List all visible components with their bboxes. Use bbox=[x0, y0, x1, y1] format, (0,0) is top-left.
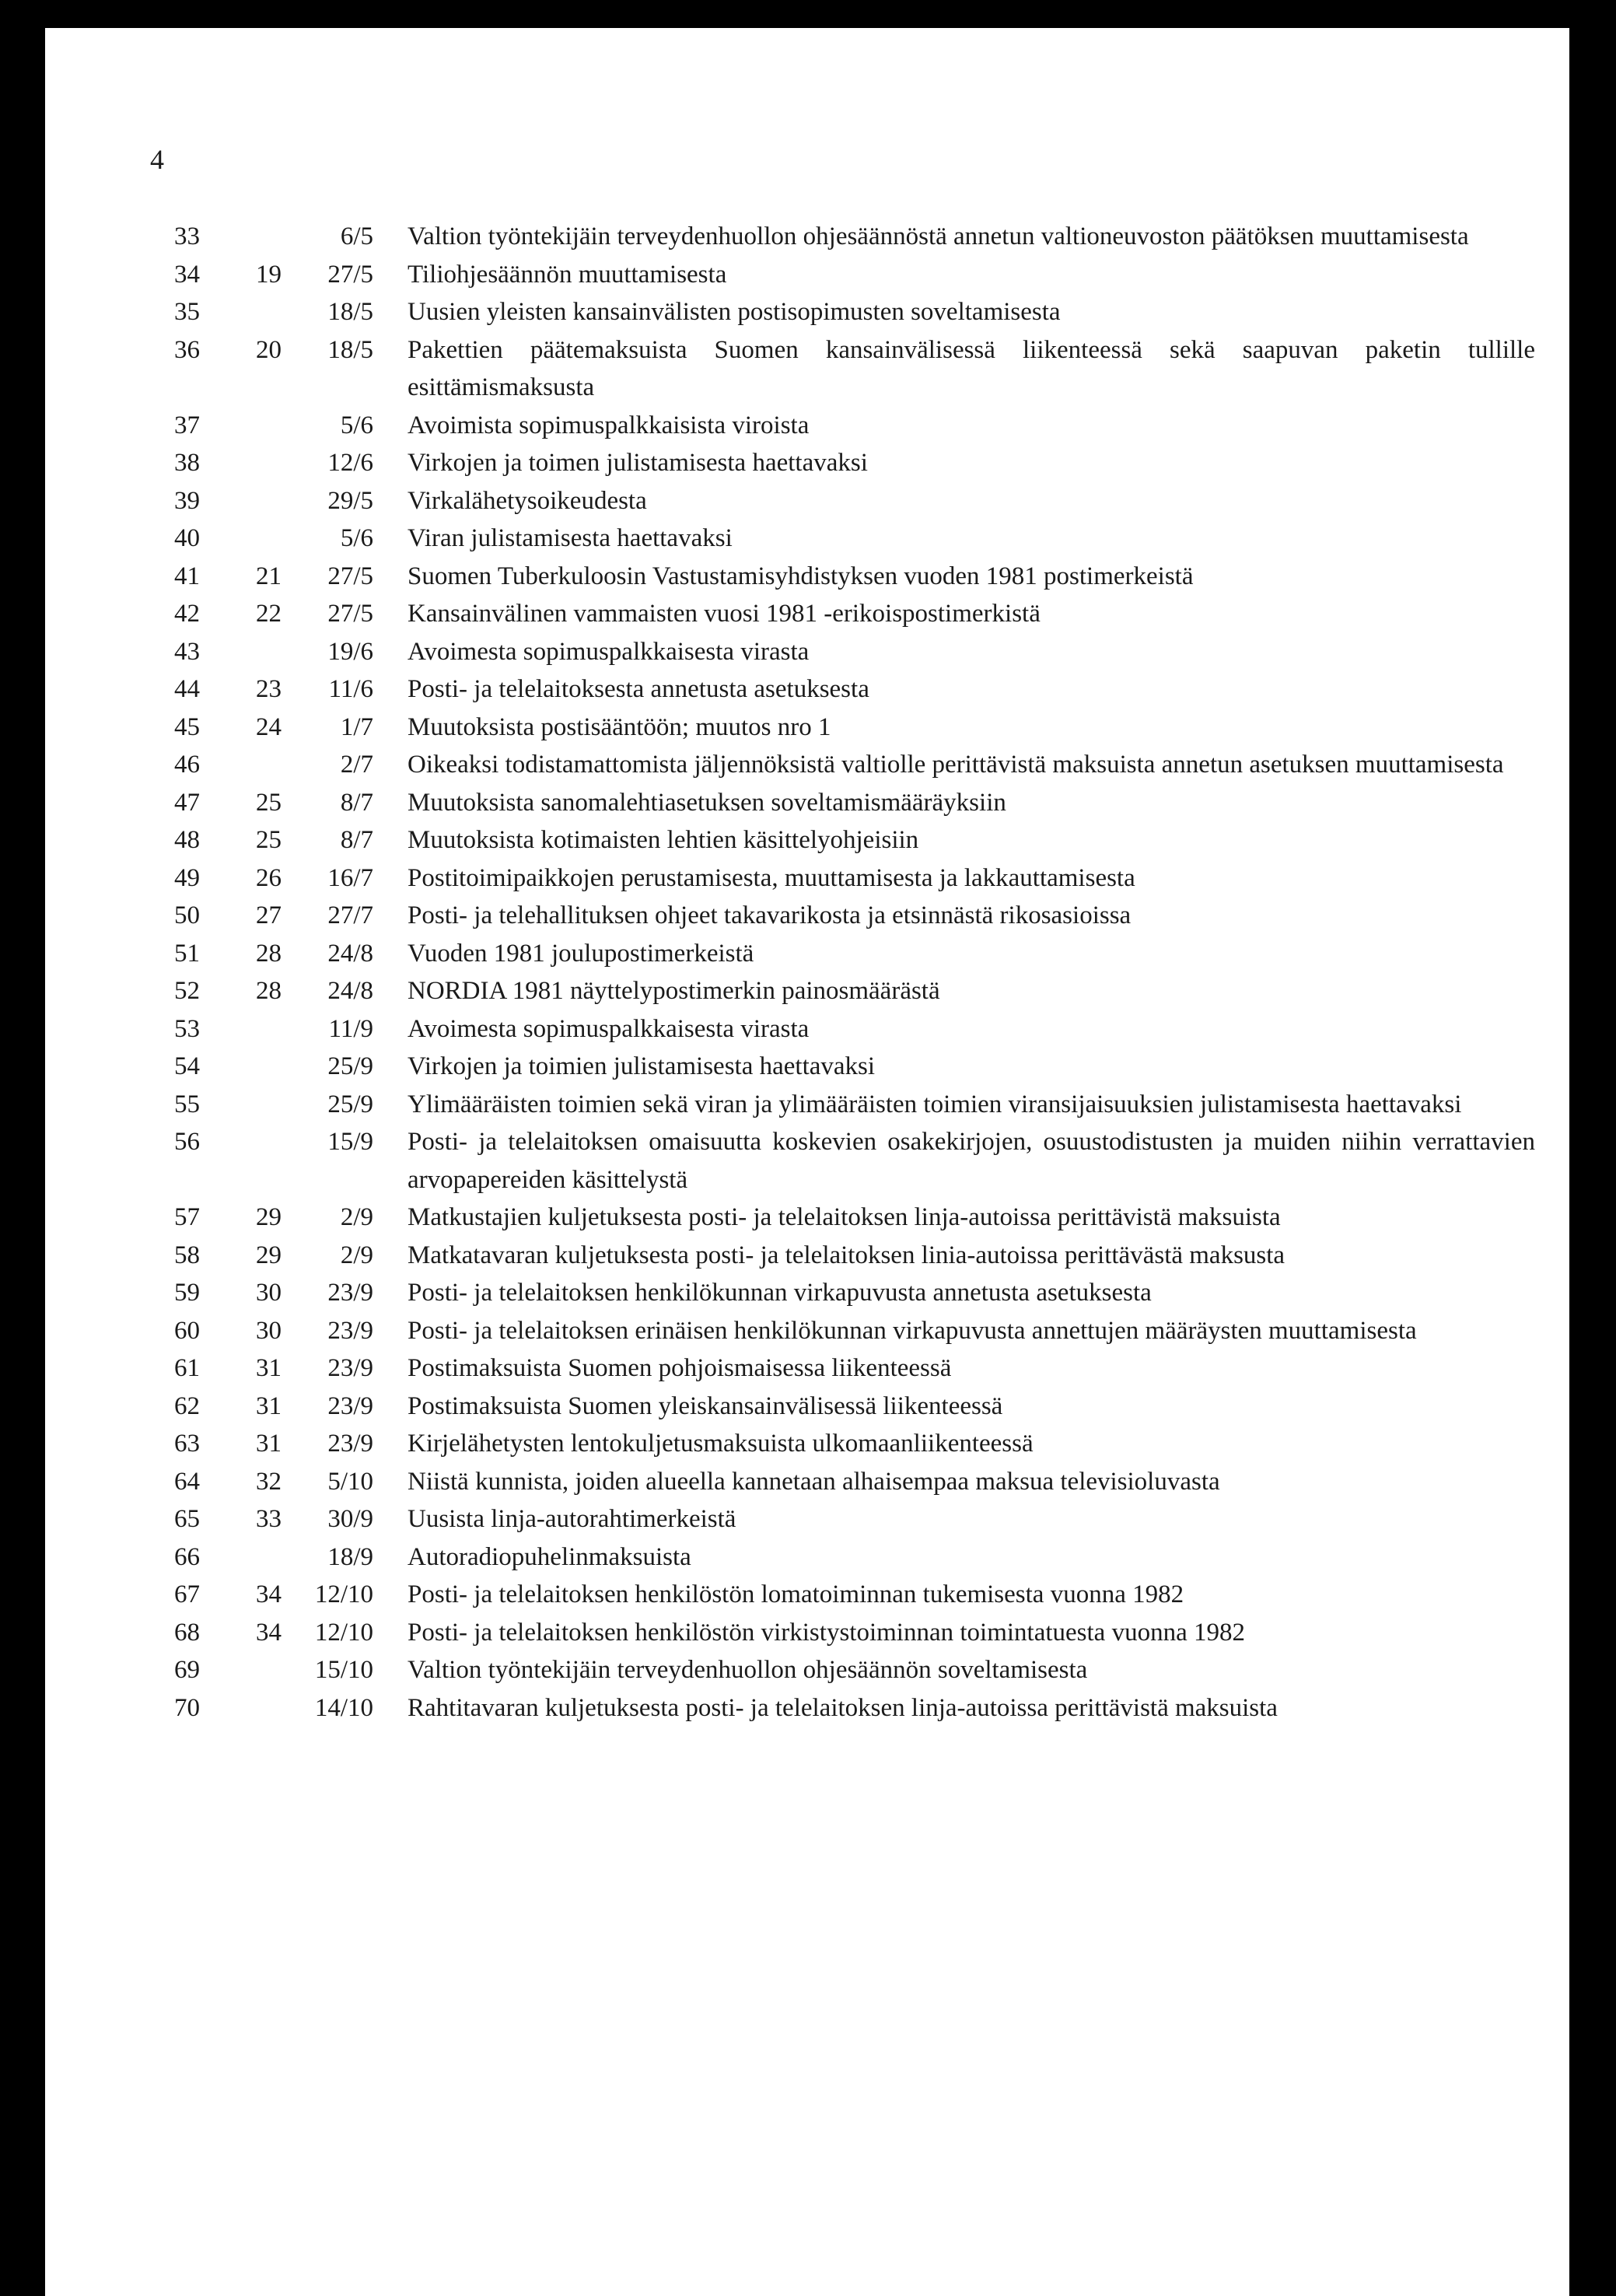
entry-date: 18/5 bbox=[327, 335, 373, 364]
entry-date: 5/10 bbox=[327, 1467, 373, 1496]
list-item bbox=[174, 256, 1558, 294]
entry-date: 8/7 bbox=[340, 788, 373, 817]
entry-reference: 19 bbox=[256, 260, 282, 289]
list-item bbox=[174, 331, 1558, 407]
entry-number: 43 bbox=[174, 637, 200, 666]
entry-date: 11/9 bbox=[328, 1014, 373, 1043]
list-item bbox=[174, 670, 1558, 709]
entry-title: Uusien yleisten kansainvälisten postisopimusten soveltamisesta bbox=[407, 298, 1061, 326]
list-item bbox=[174, 709, 1558, 747]
list-item bbox=[174, 1237, 1558, 1275]
list-item bbox=[174, 1689, 1558, 1727]
entry-title: Matkatavaran kuljetuksesta posti- ja telelaitoksen linia-autoissa perittävästä maksusta bbox=[407, 1241, 1285, 1269]
entry-title: Ylimääräisten toimien sekä viran ja ylimääräisten toimien viransijaisuuksien julistamisesta haettavaksi bbox=[407, 1090, 1462, 1118]
list-item bbox=[174, 1123, 1558, 1199]
entry-date: 2/9 bbox=[340, 1241, 373, 1269]
entry-number: 69 bbox=[174, 1656, 200, 1684]
entry-date: 27/5 bbox=[327, 600, 373, 628]
entry-reference: 23 bbox=[256, 675, 282, 703]
entry-date: 6/5 bbox=[340, 222, 373, 250]
entry-reference: 25 bbox=[256, 826, 282, 854]
entry-date: 12/10 bbox=[314, 1580, 373, 1608]
entry-title: Virkalähetysoikeudesta bbox=[407, 486, 647, 515]
entry-title: Vuoden 1981 joulupostimerkeistä bbox=[407, 939, 754, 968]
entry-date: 15/10 bbox=[314, 1656, 373, 1684]
entry-number: 60 bbox=[174, 1316, 200, 1345]
list-item bbox=[174, 520, 1558, 558]
entry-date: 30/9 bbox=[327, 1505, 373, 1533]
entry-date: 1/7 bbox=[340, 712, 373, 741]
entry-date: 18/5 bbox=[327, 298, 373, 326]
entry-number: 70 bbox=[174, 1693, 200, 1722]
entry-reference bbox=[235, 1689, 289, 1727]
entry-number: 65 bbox=[174, 1505, 200, 1533]
list-item bbox=[174, 1576, 1558, 1614]
entry-reference bbox=[235, 1048, 289, 1086]
entry-number: 58 bbox=[174, 1241, 200, 1269]
entry-date: 23/9 bbox=[327, 1316, 373, 1345]
entry-reference: 34 bbox=[256, 1618, 282, 1647]
entry-date: 5/6 bbox=[340, 411, 373, 439]
list-item bbox=[174, 1010, 1558, 1048]
entry-title: Avoimista sopimuspalkkaisista viroista bbox=[407, 411, 810, 439]
entry-title: Posti- ja telelaitoksen henkilökunnan virkapuvusta annetusta asetuksesta bbox=[407, 1279, 1152, 1307]
entry-number: 64 bbox=[174, 1467, 200, 1496]
entry-date: 24/8 bbox=[327, 939, 373, 968]
entry-title: Posti- ja telelaitoksen erinäisen henkilökunnan virkapuvusta annettujen määräysten muuttamisesta bbox=[407, 1316, 1417, 1345]
entry-number: 68 bbox=[174, 1618, 200, 1647]
entry-date: 25/9 bbox=[327, 1090, 373, 1118]
list-item bbox=[174, 935, 1558, 973]
entry-reference: 26 bbox=[256, 863, 282, 892]
entry-reference: 20 bbox=[256, 335, 282, 364]
list-item bbox=[174, 595, 1558, 633]
page-number: 4 bbox=[150, 144, 164, 175]
list-item bbox=[174, 482, 1558, 520]
entry-number: 61 bbox=[174, 1354, 200, 1382]
entry-reference: 30 bbox=[256, 1279, 282, 1307]
entry-number: 59 bbox=[174, 1279, 200, 1307]
entry-reference bbox=[235, 520, 289, 558]
entry-title: Avoimesta sopimuspalkkaisesta virasta bbox=[407, 1014, 810, 1043]
list-item bbox=[174, 218, 1558, 256]
entry-number: 62 bbox=[174, 1391, 200, 1420]
entry-date: 25/9 bbox=[327, 1052, 373, 1080]
entry-reference bbox=[235, 1123, 289, 1199]
entry-title: Postimaksuista Suomen yleiskansainvälisessä liikenteessä bbox=[407, 1391, 1003, 1420]
entry-date: 29/5 bbox=[327, 486, 373, 515]
entry-reference: 33 bbox=[256, 1505, 282, 1533]
entry-number: 55 bbox=[174, 1090, 200, 1118]
entry-reference: 31 bbox=[256, 1391, 282, 1420]
entry-date: 2/7 bbox=[340, 751, 373, 779]
entry-reference: 27 bbox=[256, 901, 282, 929]
entry-reference: 28 bbox=[256, 977, 282, 1005]
list-item bbox=[174, 1086, 1558, 1124]
entry-reference bbox=[235, 444, 289, 482]
entry-date: 8/7 bbox=[340, 826, 373, 854]
entry-title: Avoimesta sopimuspalkkaisesta virasta bbox=[407, 637, 810, 666]
list-item bbox=[174, 1614, 1558, 1652]
entry-date: 23/9 bbox=[327, 1391, 373, 1420]
list-item bbox=[174, 407, 1558, 445]
entry-date: 16/7 bbox=[327, 863, 373, 892]
entry-date: 12/10 bbox=[314, 1618, 373, 1647]
entry-title: Valtion työntekijäin terveydenhuollon ohjesäännön soveltamisesta bbox=[407, 1656, 1088, 1684]
entry-number: 45 bbox=[174, 712, 200, 741]
entry-date: 5/6 bbox=[340, 524, 373, 552]
entry-date: 27/7 bbox=[327, 901, 373, 929]
entry-reference: 29 bbox=[256, 1203, 282, 1231]
entry-list bbox=[174, 218, 1558, 1727]
entry-title: Posti- ja telehallituksen ohjeet takavarikosta ja etsinnästä rikosasioissa bbox=[407, 901, 1132, 929]
entry-title: Pakettien päätemaksuista Suomen kansainvälisessä liikenteessä sekä saapuvan paketin tullille esittämismaksusta bbox=[407, 335, 1535, 401]
list-item bbox=[174, 558, 1558, 596]
entry-reference bbox=[235, 1086, 289, 1124]
entry-title: Rahtitavaran kuljetuksesta posti- ja telelaitoksen linja-autoissa perittävistä maksuista bbox=[407, 1693, 1278, 1722]
entry-title: NORDIA 1981 näyttelypostimerkin painosmäärästä bbox=[407, 977, 940, 1005]
entry-number: 40 bbox=[174, 524, 200, 552]
list-item bbox=[174, 1274, 1558, 1312]
entry-reference bbox=[235, 633, 289, 671]
entry-reference bbox=[235, 1651, 289, 1689]
entry-number: 56 bbox=[174, 1128, 200, 1156]
entry-title: Oikeaksi todistamattomista jäljennöksistä valtiolle perittävistä maksuista annetun asetuksen muuttamisesta bbox=[407, 751, 1504, 779]
entry-number: 57 bbox=[174, 1203, 200, 1231]
document-page bbox=[45, 28, 1569, 2296]
entry-title: Muutoksista postisääntöön; muutos nro 1 bbox=[407, 712, 831, 741]
entry-number: 36 bbox=[174, 335, 200, 364]
entry-reference bbox=[235, 1010, 289, 1048]
list-item bbox=[174, 1048, 1558, 1086]
entry-number: 47 bbox=[174, 788, 200, 817]
entry-title: Posti- ja telelaitoksen omaisuutta koskevien osakekirjojen, osuustodistusten ja muiden niihin verrattavien arvopapereiden käsittelystä bbox=[407, 1128, 1535, 1194]
entry-reference: 29 bbox=[256, 1241, 282, 1269]
entry-reference: 24 bbox=[256, 712, 282, 741]
entry-reference bbox=[235, 1538, 289, 1577]
entry-title: Suomen Tuberkuloosin Vastustamisyhdistyksen vuoden 1981 postimerkeistä bbox=[407, 562, 1194, 590]
entry-reference: 32 bbox=[256, 1467, 282, 1496]
entry-title: Muutoksista sanomalehtiasetuksen soveltamismääräyksiin bbox=[407, 788, 1006, 817]
entry-date: 12/6 bbox=[327, 449, 373, 477]
list-item bbox=[174, 1199, 1558, 1237]
entry-title: Posti- ja telelaitoksen henkilöstön virkistystoiminnan toimintatuesta vuonna 1982 bbox=[407, 1618, 1245, 1647]
entry-number: 67 bbox=[174, 1580, 200, 1608]
entry-reference: 21 bbox=[256, 562, 282, 590]
entry-reference bbox=[235, 482, 289, 520]
entry-date: 2/9 bbox=[340, 1203, 373, 1231]
list-item bbox=[174, 633, 1558, 671]
entry-reference: 31 bbox=[256, 1430, 282, 1458]
list-item bbox=[174, 1388, 1558, 1426]
entry-title: Valtion työntekijäin terveydenhuollon ohjesäännöstä annetun valtioneuvoston päätöksen muuttamisesta bbox=[407, 222, 1469, 250]
entry-reference bbox=[235, 293, 289, 331]
entry-number: 39 bbox=[174, 486, 200, 515]
entry-reference: 31 bbox=[256, 1354, 282, 1382]
entry-number: 38 bbox=[174, 449, 200, 477]
entry-number: 34 bbox=[174, 260, 200, 289]
entry-date: 27/5 bbox=[327, 260, 373, 289]
entry-number: 49 bbox=[174, 863, 200, 892]
entry-number: 50 bbox=[174, 901, 200, 929]
entry-number: 44 bbox=[174, 675, 200, 703]
entry-title: Muutoksista kotimaisten lehtien käsittelyohjeisiin bbox=[407, 826, 919, 854]
entry-number: 52 bbox=[174, 977, 200, 1005]
entry-number: 53 bbox=[174, 1014, 200, 1043]
entry-title: Tiliohjesäännön muuttamisesta bbox=[407, 260, 727, 289]
entry-number: 51 bbox=[174, 939, 200, 968]
entry-number: 42 bbox=[174, 600, 200, 628]
entry-date: 24/8 bbox=[327, 977, 373, 1005]
entry-title: Postimaksuista Suomen pohjoismaisessa liikenteessä bbox=[407, 1354, 952, 1382]
entry-title: Niistä kunnista, joiden alueella kannetaan alhaisempaa maksua televisioluvasta bbox=[407, 1467, 1220, 1496]
list-item bbox=[174, 1538, 1558, 1577]
entry-reference bbox=[235, 746, 289, 784]
entry-title: Posti- ja telelaitoksesta annetusta asetuksesta bbox=[407, 675, 869, 703]
entry-title: Kansainvälinen vammaisten vuosi 1981 -erikoispostimerkistä bbox=[407, 600, 1041, 628]
entry-number: 66 bbox=[174, 1542, 200, 1571]
list-item bbox=[174, 293, 1558, 331]
list-item bbox=[174, 1349, 1558, 1388]
list-item bbox=[174, 1463, 1558, 1501]
entry-number: 35 bbox=[174, 298, 200, 326]
list-item bbox=[174, 1651, 1558, 1689]
entry-number: 33 bbox=[174, 222, 200, 250]
entry-title: Uusista linja-autorahtimerkeistä bbox=[407, 1505, 736, 1533]
entry-title: Virkojen ja toimen julistamisesta haettavaksi bbox=[407, 449, 868, 477]
entry-title: Posti- ja telelaitoksen henkilöstön lomatoiminnan tukemisesta vuonna 1982 bbox=[407, 1580, 1184, 1608]
entry-date: 23/9 bbox=[327, 1354, 373, 1382]
list-item bbox=[174, 1425, 1558, 1463]
entry-title: Kirjelähetysten lentokuljetusmaksuista ulkomaanliikenteessä bbox=[407, 1430, 1034, 1458]
entry-reference: 34 bbox=[256, 1580, 282, 1608]
entry-date: 19/6 bbox=[327, 637, 373, 666]
list-item bbox=[174, 1500, 1558, 1538]
entry-date: 11/6 bbox=[328, 675, 373, 703]
entry-date: 15/9 bbox=[327, 1128, 373, 1156]
list-item bbox=[174, 972, 1558, 1010]
entry-number: 46 bbox=[174, 751, 200, 779]
entry-reference bbox=[235, 218, 289, 256]
entry-number: 37 bbox=[174, 411, 200, 439]
entry-date: 27/5 bbox=[327, 562, 373, 590]
entry-number: 48 bbox=[174, 826, 200, 854]
entry-date: 23/9 bbox=[327, 1430, 373, 1458]
entry-reference: 30 bbox=[256, 1316, 282, 1345]
entry-number: 63 bbox=[174, 1430, 200, 1458]
list-item bbox=[174, 444, 1558, 482]
entry-date: 23/9 bbox=[327, 1279, 373, 1307]
entry-date: 14/10 bbox=[314, 1693, 373, 1722]
list-item bbox=[174, 821, 1558, 859]
entry-title: Autoradiopuhelinmaksuista bbox=[407, 1542, 691, 1571]
list-item bbox=[174, 746, 1558, 784]
entry-date: 18/9 bbox=[327, 1542, 373, 1571]
list-item bbox=[174, 897, 1558, 935]
entry-reference: 22 bbox=[256, 600, 282, 628]
list-item bbox=[174, 784, 1558, 822]
entry-number: 41 bbox=[174, 562, 200, 590]
list-item bbox=[174, 859, 1558, 898]
entry-number: 54 bbox=[174, 1052, 200, 1080]
list-item bbox=[174, 1312, 1558, 1350]
entry-reference: 25 bbox=[256, 788, 282, 817]
entry-reference bbox=[235, 407, 289, 445]
entry-reference: 28 bbox=[256, 939, 282, 968]
entry-title: Matkustajien kuljetuksesta posti- ja telelaitoksen linja-autoissa perittävistä maksuista bbox=[407, 1203, 1281, 1231]
entry-title: Postitoimipaikkojen perustamisesta, muuttamisesta ja lakkauttamisesta bbox=[407, 863, 1135, 892]
entry-title: Viran julistamisesta haettavaksi bbox=[407, 524, 733, 552]
entry-title: Virkojen ja toimien julistamisesta haettavaksi bbox=[407, 1052, 876, 1080]
